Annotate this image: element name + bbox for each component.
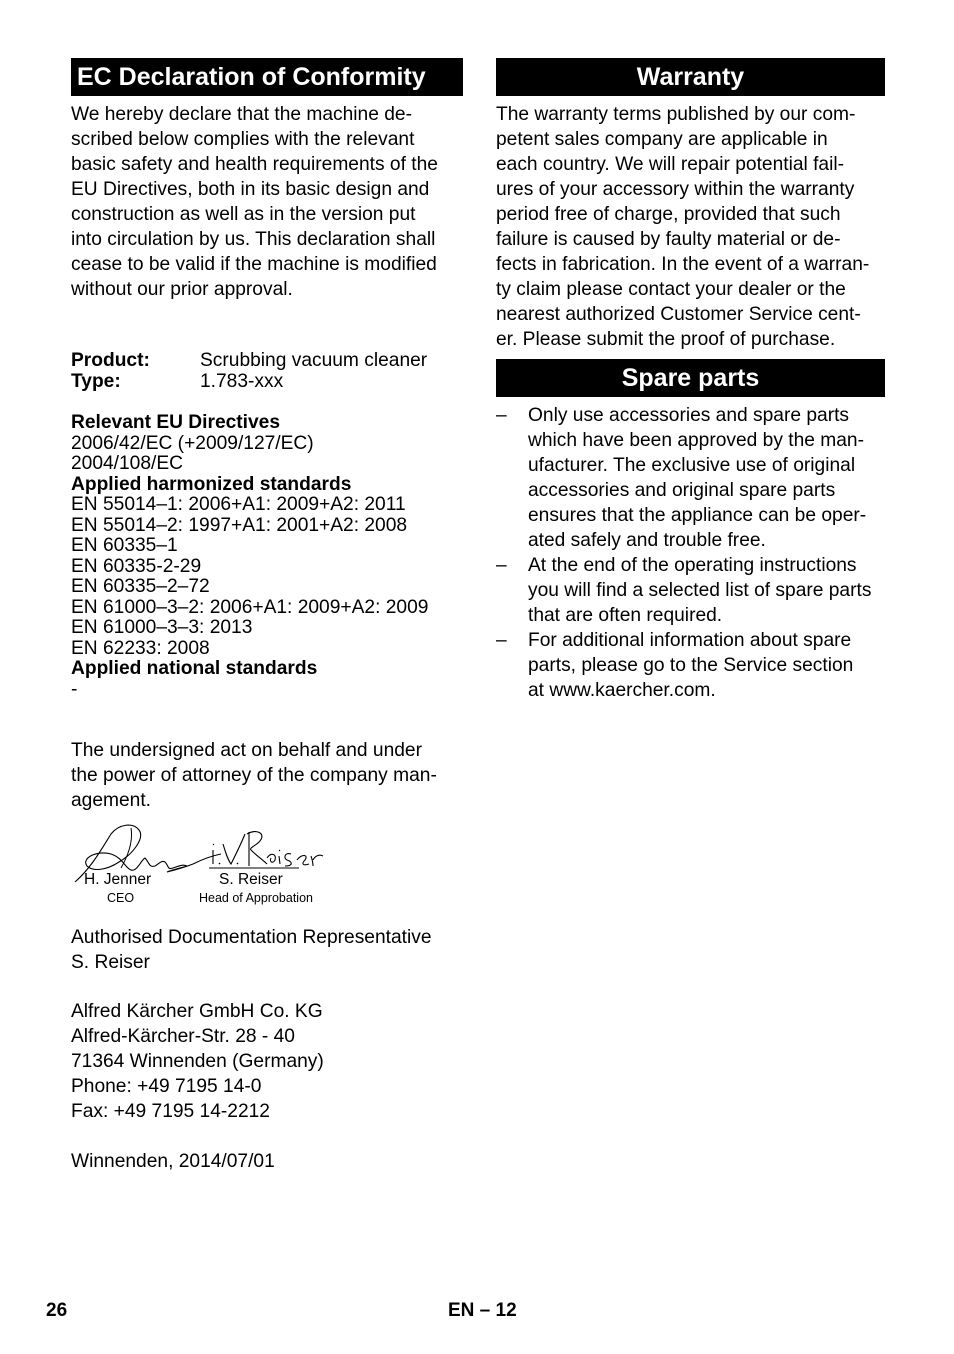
- product-value: Scrubbing vacuum cleaner: [200, 350, 428, 371]
- page-number: 26: [46, 1300, 68, 1321]
- type-value: 1.783-xxx: [200, 370, 284, 392]
- text-line: ated safely and trouble free.: [528, 530, 766, 551]
- right-column: [496, 58, 885, 703]
- text-line: petent sales company are applicable in: [496, 129, 828, 150]
- spare-parts-item: [496, 628, 885, 703]
- national-heading: Applied national standards: [71, 658, 318, 679]
- text-line: ufacturer. The exclusive use of original: [528, 455, 856, 476]
- text-line: Alfred Kärcher GmbH Co. KG: [71, 1001, 323, 1022]
- auth-rep-paragraph: [71, 925, 471, 975]
- spare-parts-item-text: [528, 555, 871, 626]
- ec-declaration-heading: EC Declaration of Conformity: [71, 58, 463, 96]
- text-line: which have been approved by the man-: [528, 430, 864, 451]
- ec-declaration-section: [71, 58, 463, 302]
- spare-parts-item-text: [528, 405, 866, 551]
- text-line: 71364 Winnenden (Germany): [71, 1051, 324, 1072]
- harmonized-list: [71, 495, 471, 659]
- text-line: that are often required.: [528, 605, 723, 626]
- directives-list: [71, 434, 471, 475]
- signatory-2-role: Head of Approbation: [199, 891, 313, 905]
- text-line: period free of charge, provided that such: [496, 204, 841, 225]
- text-line: er. Please submit the proof of purchase.: [496, 329, 836, 350]
- directives-heading: Relevant EU Directives: [71, 412, 281, 433]
- text-line: EN 55014–2: 1997+A1: 2001+A2: 2008: [71, 514, 408, 536]
- text-line: Only use accessories and spare parts: [528, 405, 850, 426]
- text-line: agement.: [71, 790, 152, 811]
- spare-parts-heading: Spare parts: [496, 359, 885, 397]
- product-label: Product:: [71, 350, 150, 371]
- harmonized-heading: Applied harmonized standards: [71, 473, 352, 495]
- product-type-block: [71, 351, 471, 392]
- text-line: For additional information about spare: [528, 630, 852, 651]
- text-line: parts, please go to the Service section: [528, 655, 854, 676]
- dash-bullet: –: [496, 405, 507, 426]
- signature-area: [71, 820, 341, 910]
- text-line: 2006/42/EC (+2009/127/EC): [71, 432, 314, 454]
- text-line: ures of your accessory within the warranty: [496, 179, 855, 200]
- text-line: fects in fabrication. In the event of a warran-: [496, 254, 870, 275]
- text-line: EN 61000–3–3: 2013: [71, 617, 253, 638]
- signatory-1-role: CEO: [107, 891, 135, 905]
- text-line: Authorised Documentation Representative: [71, 927, 432, 948]
- signatory-1-name: H. Jenner: [84, 871, 152, 888]
- text-line: The undersigned act on behalf and under: [71, 740, 422, 761]
- warranty-heading: Warranty: [496, 58, 885, 96]
- spare-parts-list: [496, 403, 885, 703]
- signatory-2-name: S. Reiser: [219, 871, 283, 888]
- text-line: each country. We will repair potential fail-: [496, 154, 845, 175]
- text-line: Phone: +49 7195 14-0: [71, 1076, 262, 1097]
- text-line: accessories and original spare parts: [528, 480, 836, 501]
- undersigned-paragraph: [71, 738, 463, 813]
- text-line: basic safety and health requirements of the: [71, 154, 438, 175]
- text-line: EN 62233: 2008: [71, 637, 210, 659]
- text-line: -: [71, 678, 78, 700]
- national-list: [71, 680, 471, 701]
- text-line: at www.kaercher.com.: [528, 680, 716, 701]
- text-line: EU Directives, both in its basic design and: [71, 179, 430, 200]
- dash-bullet: –: [496, 630, 507, 651]
- text-line: Alfred-Kärcher-Str. 28 - 40: [71, 1026, 295, 1047]
- text-line: EN 55014–1: 2006+A1: 2009+A2: 2011: [71, 494, 406, 515]
- text-line: construction as well as in the version put: [71, 204, 416, 225]
- warranty-paragraph: [496, 102, 885, 352]
- spare-parts-item: [496, 403, 885, 553]
- text-line: S. Reiser: [71, 952, 150, 973]
- address-paragraph: [71, 999, 471, 1124]
- spare-parts-item-text: [528, 630, 853, 701]
- text-line: EN 60335–1: [71, 535, 178, 556]
- place-date: Winnenden, 2014/07/01: [71, 1151, 275, 1172]
- text-line: EN 61000–3–2: 2006+A1: 2009+A2: 2009: [71, 596, 429, 618]
- type-row: [71, 372, 471, 393]
- text-line: into circulation by us. This declaration shall: [71, 229, 436, 250]
- text-line: EN 60335-2-29: [71, 555, 202, 577]
- ec-intro-paragraph: [71, 102, 463, 302]
- type-label: Type:: [71, 370, 121, 392]
- product-row: [71, 351, 471, 372]
- section-page-label: EN – 12: [448, 1300, 517, 1321]
- standards-block: [71, 413, 471, 700]
- text-line: nearest authorized Customer Service cent-: [496, 304, 861, 325]
- text-line: Fax: +49 7195 14-2212: [71, 1101, 270, 1122]
- text-line: ty claim please contact your dealer or the: [496, 279, 846, 300]
- text-line: failure is caused by faulty material or de-: [496, 229, 841, 250]
- text-line: scribed below complies with the relevant: [71, 129, 415, 150]
- dash-bullet: –: [496, 555, 507, 576]
- text-line: 2004/108/EC: [71, 453, 184, 474]
- text-line: EN 60335–2–72: [71, 576, 210, 597]
- text-line: We hereby declare that the machine de-: [71, 104, 412, 125]
- text-line: you will find a selected list of spare parts: [528, 580, 872, 601]
- text-line: the power of attorney of the company man-: [71, 765, 437, 786]
- spare-parts-item: [496, 553, 885, 628]
- text-line: ensures that the appliance can be oper-: [528, 505, 867, 526]
- text-line: At the end of the operating instructions: [528, 555, 857, 576]
- text-line: The warranty terms published by our com-: [496, 104, 856, 125]
- text-line: without our prior approval.: [71, 279, 293, 300]
- text-line: cease to be valid if the machine is modified: [71, 254, 437, 275]
